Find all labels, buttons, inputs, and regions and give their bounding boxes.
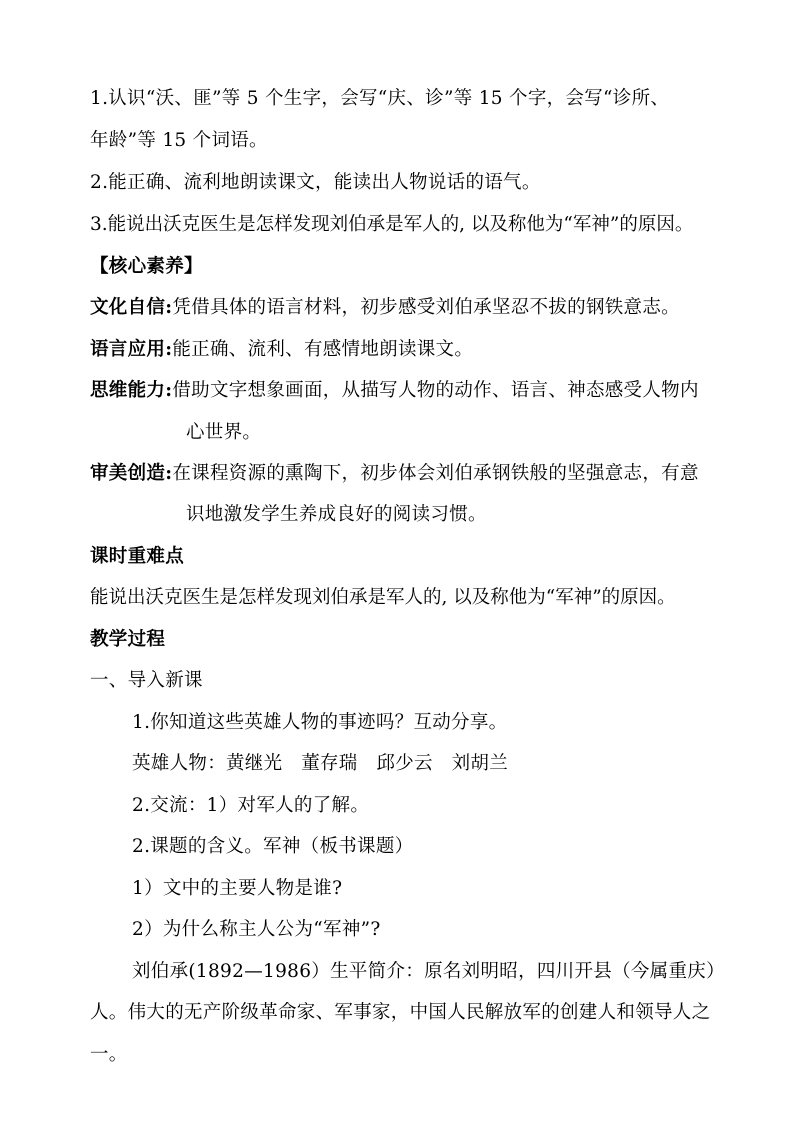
core-label: 语言应用: xyxy=(90,339,173,360)
key-difficulty-text: 能说出沃克医生是怎样发现刘伯承是军人的, 以及称他为“军神”的原因。 xyxy=(90,587,676,608)
objective-3: 3.能说出沃克医生是怎样发现刘伯承是军人的, 以及称他为“军神”的原因。 xyxy=(90,214,694,235)
core-item-aesthetic xyxy=(90,462,730,486)
core-item-culture xyxy=(90,296,730,320)
process-item: 2.交流：1）对军人的了解。 xyxy=(132,795,370,816)
core-item-thinking-cont: 心世界。 xyxy=(186,422,262,443)
section-1-heading: 一、导入新课 xyxy=(90,670,203,691)
process-item: 2.课题的含义。军神（板书课题） xyxy=(132,836,414,857)
core-label: 审美创造: xyxy=(90,463,173,484)
core-text: 能正确、流利、有感情地朗读课文。 xyxy=(172,339,474,360)
core-item-thinking xyxy=(90,379,730,403)
process-item: 英雄人物：黄继光 董存瑞 邱少云 刘胡兰 xyxy=(132,753,509,774)
core-label: 思维能力: xyxy=(90,380,173,401)
objective-2: 2.能正确、流利地朗读课文，能读出人物说话的语气。 xyxy=(90,172,541,193)
key-difficulty-heading: 课时重难点 xyxy=(90,546,185,567)
bio-line-1: 刘伯承(1892—1986）生平简介：原名刘明昭，四川开县（今属重庆） xyxy=(132,961,725,982)
bio-line-3: 一。 xyxy=(90,1044,128,1065)
objective-1-line-2: 年龄”等 15 个词语。 xyxy=(90,130,268,151)
objective-1-line-1: 1.认识“沃、匪”等 5 个生字，会写“庆、诊”等 15 个字，会写“诊所、 xyxy=(90,88,670,109)
core-item-language xyxy=(90,338,730,362)
core-literacy-heading: 【核心素养】 xyxy=(90,256,203,277)
core-text: 在课程资源的熏陶下，初步体会刘伯承钢铁般的坚强意志，有意 xyxy=(172,463,699,484)
core-label: 文化自信: xyxy=(90,297,173,318)
process-item: 1）文中的主要人物是谁? xyxy=(132,878,343,899)
core-text: 借助文字想象画面，从描写人物的动作、语言、神态感受人物内 xyxy=(172,380,699,401)
bio-line-2: 人。伟大的无产阶级革命家、军事家，中国人民解放军的创建人和领导人之 xyxy=(90,1002,711,1023)
process-item: 2）为什么称主人公为“军神”? xyxy=(132,919,381,940)
core-text: 凭借具体的语言材料，初步感受刘伯承坚忍不拔的钢铁意志。 xyxy=(172,297,680,318)
teaching-process-heading: 教学过程 xyxy=(90,629,166,650)
process-item: 1.你知道这些英雄人物的事迹吗？互动分享。 xyxy=(132,712,508,733)
core-item-aesthetic-cont: 识地激发学生养成良好的阅读习惯。 xyxy=(186,504,487,525)
